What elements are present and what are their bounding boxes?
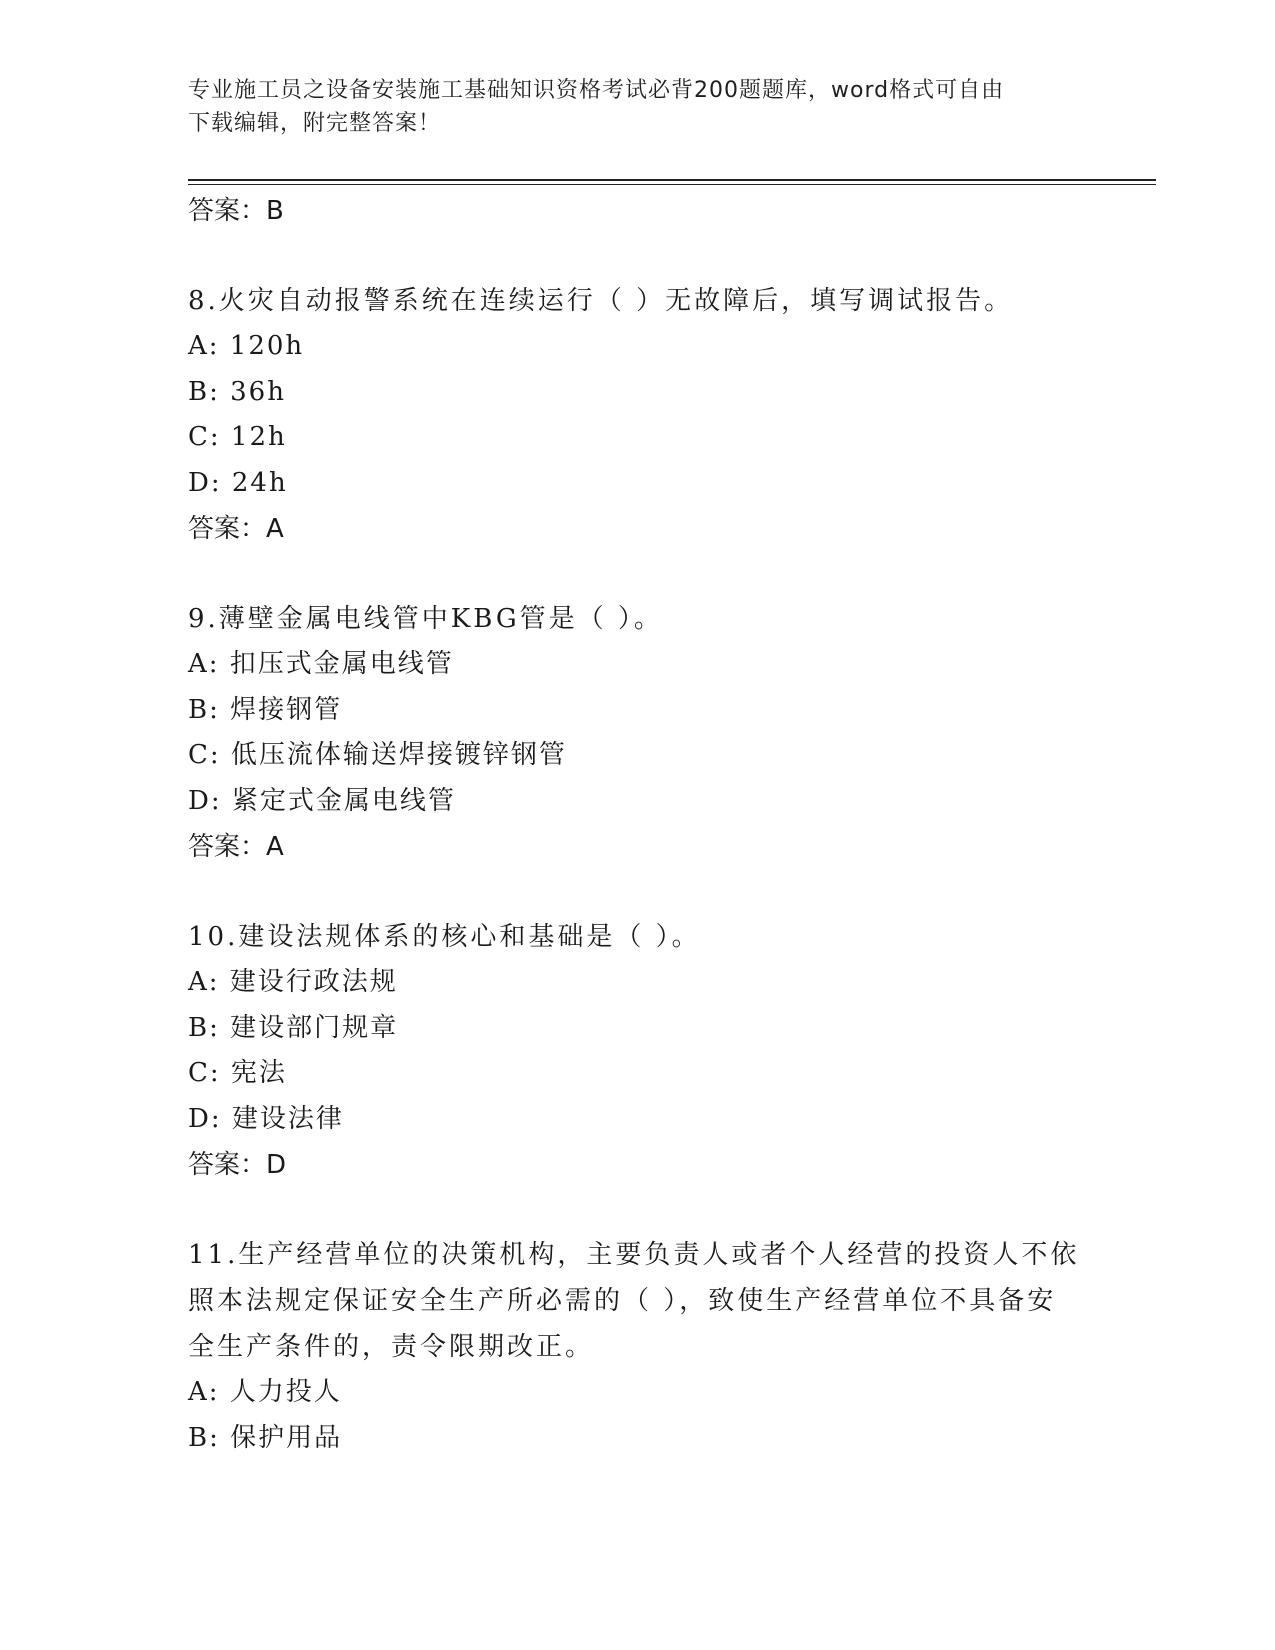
option-c-10: C: 宪法 bbox=[188, 1058, 287, 1088]
spacer bbox=[188, 1188, 1088, 1232]
question-block-9 bbox=[188, 596, 1088, 870]
question-text-11-line-2: 照本法规定保证安全生产所必需的（ ），致使生产经营单位不具备安 bbox=[188, 1286, 1057, 1316]
question-content bbox=[188, 188, 1088, 1461]
option-b-11: B: 保护用品 bbox=[188, 1422, 343, 1453]
answer-previous: 答案：B bbox=[188, 196, 284, 226]
document-header bbox=[188, 74, 1068, 140]
question-text-9: 9.薄壁金属电线管中KBG管是（ ）。 bbox=[188, 604, 663, 634]
question-text-10: 10.建设法规体系的核心和基础是（ ）。 bbox=[188, 922, 701, 952]
answer-9: 答案：A bbox=[188, 832, 284, 862]
header-divider-thick bbox=[188, 179, 1156, 181]
option-a-8: A: 120h bbox=[188, 331, 305, 361]
option-d-8: D: 24h bbox=[188, 467, 288, 498]
option-d-9: D: 紧定式金属电线管 bbox=[188, 785, 456, 816]
header-divider-thin bbox=[188, 184, 1156, 185]
option-a-10: A: 建设行政法规 bbox=[188, 967, 398, 997]
option-b-8: B: 36h bbox=[188, 376, 286, 407]
question-text-11-line-3: 全生产条件的，责令限期改正。 bbox=[188, 1332, 595, 1362]
spacer bbox=[188, 234, 1088, 278]
question-block-8 bbox=[188, 278, 1088, 552]
option-b-10: B: 建设部门规章 bbox=[188, 1012, 399, 1043]
option-d-10: D: 建设法律 bbox=[188, 1103, 344, 1134]
answer-10: 答案：D bbox=[188, 1150, 287, 1180]
header-line-2: 下载编辑，附完整答案！ bbox=[188, 111, 442, 136]
question-block-11 bbox=[188, 1232, 1088, 1461]
question-text-11-line-1: 11.生产经营单位的决策机构，主要负责人或者个人经营的投资人不依 bbox=[188, 1240, 1080, 1270]
option-b-9: B: 焊接钢管 bbox=[188, 694, 343, 725]
option-c-8: C: 12h bbox=[188, 422, 287, 452]
option-c-9: C: 低压流体输送焊接镀锌钢管 bbox=[188, 740, 567, 770]
question-block-10 bbox=[188, 914, 1088, 1188]
header-line-1: 专业施工员之设备安装施工基础知识资格考试必背200题题库，word格式可自由 bbox=[188, 78, 1005, 103]
spacer bbox=[188, 552, 1088, 596]
answer-8: 答案：A bbox=[188, 514, 284, 544]
option-a-11: A: 人力投人 bbox=[188, 1377, 342, 1407]
spacer bbox=[188, 870, 1088, 914]
question-text-8: 8.火灾自动报警系统在连续运行（ ）无故障后，填写调试报告。 bbox=[188, 286, 1014, 316]
option-a-9: A: 扣压式金属电线管 bbox=[188, 649, 454, 679]
